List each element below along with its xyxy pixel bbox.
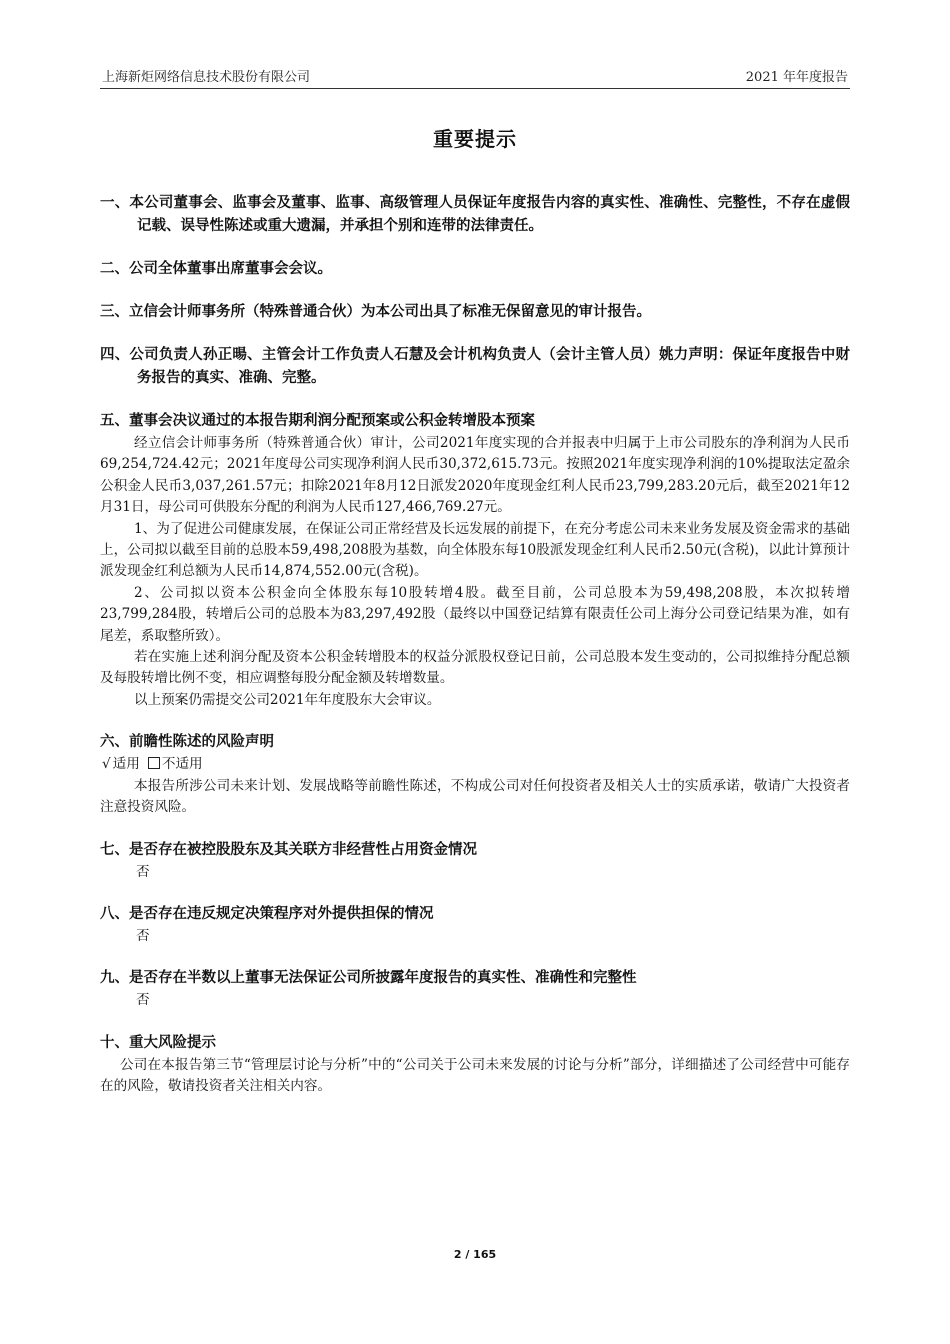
section-10-body: 公司在本报告第三节“管理层讨论与分析”中的“公司关于公司未来发展的讨论与分析”部分，详细描述了公司经营中可能存在的风险，敬请投资者关注相关内容。 (100, 1056, 850, 1095)
section-10 (100, 1032, 850, 1098)
check-mark-icon: √ (102, 756, 111, 773)
empty-checkbox-icon (148, 757, 160, 769)
report-page (100, 60, 850, 1300)
report-name: 2021 年年度报告 (745, 70, 848, 85)
section-5-paragraph-2: 1、为了促进公司健康发展，在保证公司正常经营及长远发展的前提下，在充分考虑公司未来业务发展及资金需求的基础上，公司拟以截至目前的总股本59,498,208股为基数，向全体股东每10股派发现金红利人民币2.50元(含税)，以此计算预计派发现金红利总额为人民币14,874,552.00元(含税)。 (100, 520, 850, 580)
applicability-options (100, 754, 850, 775)
section-10-heading: 十、重大风险提示 (100, 1034, 216, 1051)
section-5-paragraph-3: 2、公司拟以资本公积金向全体股东每10股转增4股。截至目前，公司总股本为59,498,208股，本次拟转增23,799,284股，转增后公司的总股本为83,297,492股（最终以中国登记结算有限责任公司上海分公司登记结果为准，如有尾差，系取整所致）。 (100, 584, 850, 644)
section-6 (100, 731, 850, 818)
section-1 (100, 192, 850, 238)
section-3-heading: 三、立信会计师事务所（特殊普通合伙）为本公司出具了标准无保留意见的审计报告。 (100, 304, 651, 320)
section-2 (100, 258, 850, 281)
option-not-applicable-label: 不适用 (161, 756, 203, 773)
section-6-heading: 六、前瞻性陈述的风险声明 (100, 734, 274, 751)
section-5-paragraph-5: 以上预案仍需提交公司2021年年度股东大会审议。 (134, 691, 441, 708)
section-8-answer: 否 (136, 927, 150, 944)
section-1-heading: 一、本公司董事会、监事会及董事、监事、高级管理人员保证年度报告内容的真实性、准确性、完整性，不存在虚假记载、误导性陈述或重大遗漏，并承担个别和连带的法律责任。 (100, 195, 850, 234)
section-8-heading: 八、是否存在违反规定决策程序对外提供担保的情况 (100, 905, 434, 922)
section-8 (100, 903, 850, 947)
section-5 (100, 410, 850, 711)
section-9-answer: 否 (136, 992, 150, 1009)
page-number: 2 / 165 (453, 1248, 497, 1261)
section-5-heading: 五、董事会决议通过的本报告期利润分配预案或公积金转增股本预案 (100, 413, 535, 429)
section-4 (100, 344, 850, 390)
company-name: 上海新炬网络信息技术股份有限公司 (102, 70, 311, 85)
section-2-heading: 二、公司全体董事出席董事会会议。 (100, 261, 332, 277)
running-header (100, 60, 850, 89)
section-9 (100, 967, 850, 1011)
page-title: 重要提示 (433, 127, 517, 151)
section-4-heading: 四、公司负责人孙正暘、主管会计工作负责人石慧及会计机构负责人（会计主管人员）姚力声明：保证年度报告中财务报告的真实、准确、完整。 (100, 347, 850, 386)
section-9-heading: 九、是否存在半数以上董事无法保证公司所披露年度报告的真实性、准确性和完整性 (100, 970, 637, 987)
section-7 (100, 839, 850, 883)
option-applicable-label: 适用 (112, 756, 140, 773)
section-6-body: 本报告所涉公司未来计划、发展战略等前瞻性陈述，不构成公司对任何投资者及相关人士的实质承诺，敬请广大投资者注意投资风险。 (100, 777, 850, 816)
section-7-answer: 否 (136, 863, 150, 880)
section-5-paragraph-4: 若在实施上述利润分配及资本公积金转增股本的权益分派股权登记日前，公司总股本发生变动的，公司拟维持分配总额及每股转增比例不变，相应调整每股分配金额及转增数量。 (100, 649, 850, 687)
section-5-paragraph-1: 经立信会计师事务所（特殊普通合伙）审计，公司2021年度实现的合并报表中归属于上市公司股东的净利润为人民币69,254,724.42元；2021年度母公司实现净利润人民币30,372,615.73元。按照2021年度实现净利润的10%提取法定盈余公积金人民币3,037,261.57元；扣除2021年8月12日派发2020年度现金红利人民币23,799,283.20元后，截至2021年12月31日，母公司可供股东分配的利润为人民币127,466,769.27元。 (100, 435, 850, 516)
section-7-heading: 七、是否存在被控股股东及其关联方非经营性占用资金情况 (100, 841, 477, 858)
section-3 (100, 301, 850, 324)
